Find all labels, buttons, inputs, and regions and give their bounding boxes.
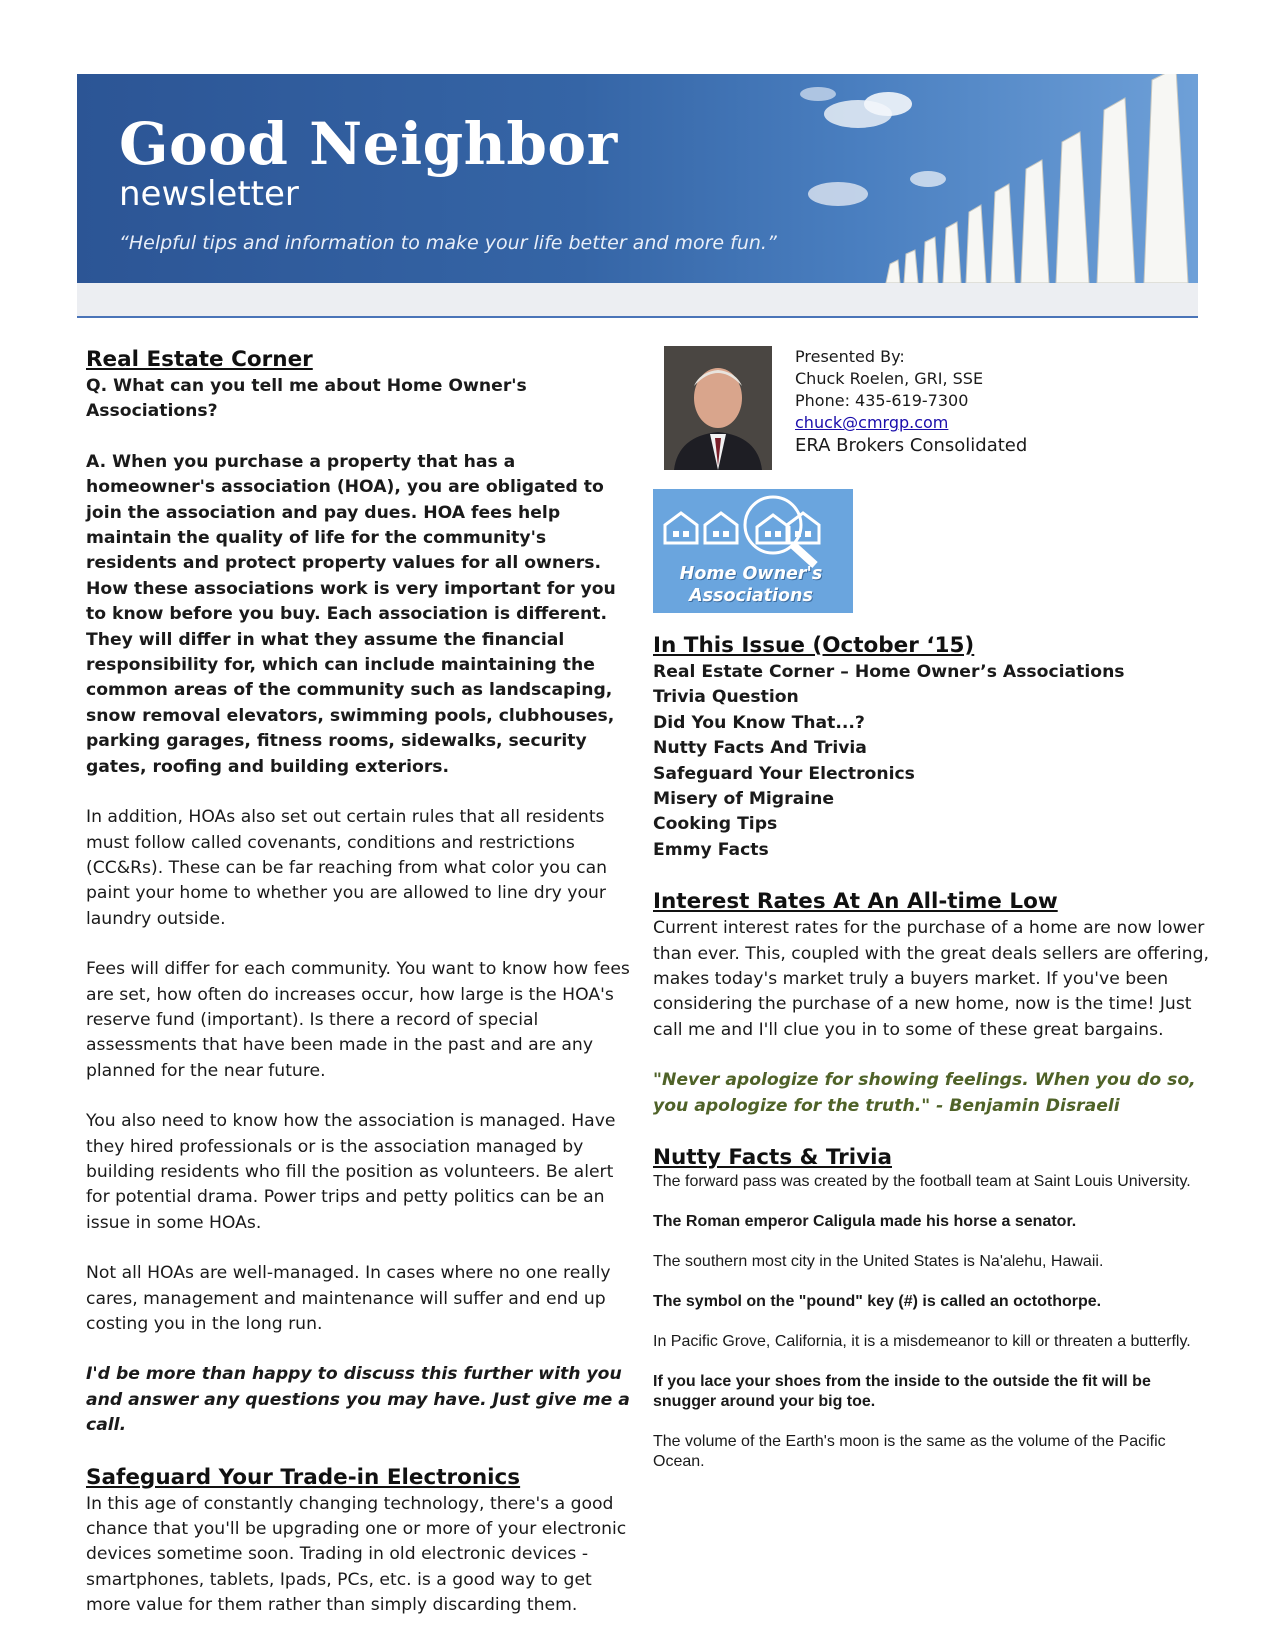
trivia-fact: The southern most city in the United States is Na'alehu, Hawaii. xyxy=(653,1253,1104,1271)
trivia-fact: The Roman emperor Caligula made his horse a senator. xyxy=(653,1213,1077,1231)
trivia-fact: In Pacific Grove, California, it is a misdemeanor to kill or threaten a butterfly. xyxy=(653,1333,1191,1351)
issue-item: Emmy Facts xyxy=(653,839,769,860)
banner-title: Good Neighbor xyxy=(119,110,618,178)
right-column xyxy=(653,346,1213,1492)
agent-company: ERA Brokers Consolidated xyxy=(795,435,1028,456)
hoa-logo-label: Home Owner's Associations xyxy=(679,564,823,606)
agent-phone: Phone: 435-619-7300 xyxy=(795,391,969,410)
real-estate-paragraph: Not all HOAs are well-managed. In cases where no one really cares, management and maintenance will suffer and end up costing you in the long run. xyxy=(86,1263,611,1334)
issue-item: Real Estate Corner – Home Owner’s Associations xyxy=(653,662,1125,682)
real-estate-paragraph: Fees will differ for each community. You want to know how fees are set, how often do increases occur, how large is the HOA's reserve fund (important). Is there a record of special assessments that have been made in the past and are any planned for the near future. xyxy=(86,959,630,1081)
real-estate-paragraph: In addition, HOAs also set out certain rules that all residents must follow called covenants, conditions and restrictions (CC&Rs). These can be far reaching from what color you can paint your home to whether you are allowed to line dry your laundry outside. xyxy=(86,807,608,929)
agent-photo xyxy=(664,346,772,470)
presenter-block xyxy=(653,346,1213,486)
agent-email-link[interactable]: chuck@cmrgp.com xyxy=(795,413,949,432)
trivia-list xyxy=(653,1172,1213,1472)
banner-tagline: “Helpful tips and information to make your life better and more fun.” xyxy=(119,232,777,254)
real-estate-question: Q. What can you tell me about Home Owner's Associations? xyxy=(86,376,527,422)
fence-and-clouds-image xyxy=(778,74,1198,283)
presented-by-label: Presented By: xyxy=(795,347,905,366)
in-this-issue-heading: In This Issue (October ‘15) xyxy=(653,633,975,658)
real-estate-heading: Real Estate Corner xyxy=(86,347,313,372)
trivia-fact: If you lace your shoes from the inside to the outside the fit will be snugger around your big toe. xyxy=(653,1373,1151,1411)
interest-rates-heading: Interest Rates At An All-time Low xyxy=(653,889,1058,915)
issue-item: Trivia Question xyxy=(653,687,799,708)
trivia-fact: The forward pass was created by the football team at Saint Louis University. xyxy=(653,1173,1191,1191)
hoa-logo-image xyxy=(653,489,853,613)
safeguard-body: In this age of constantly changing technology, there's a good chance that you'll be upgrading one or more of your electronic devices sometime soon. Trading in old electronic devices - smartphones, tablets, Ipads, PCs, etc. is a good way to get more value for them rather than simply discarding them. xyxy=(86,1493,627,1616)
issue-item: Cooking Tips xyxy=(653,814,778,835)
left-column xyxy=(86,346,634,1619)
safeguard-heading: Safeguard Your Trade-in Electronics xyxy=(86,1464,521,1490)
real-estate-closing: I'd be more than happy to discuss this further with you and answer any questions you may have. Just give me a call. xyxy=(86,1364,630,1436)
banner-divider-strip xyxy=(77,283,1198,318)
banner-subtitle: newsletter xyxy=(119,174,299,214)
issue-item: Safeguard Your Electronics xyxy=(653,763,915,784)
presenter-contact xyxy=(795,346,1027,458)
real-estate-answer: A. When you purchase a property that has a homeowner's association (HOA), you are obligated to join the association and pay dues. HOA fees help maintain the quality of life for the community's residents and protect property values for all owners. How these associations work is very important for you to know before you buy. Each association is different. They will differ in what they assume the financial responsibility for, which can include maintaining the common areas of the community such as landscaping, snow removal elevators, swimming pools, clubhouses, parking garages, fitness rooms, sidewalks, security gates, roofing and building exteriors. xyxy=(86,451,616,777)
trivia-fact: The volume of the Earth's moon is the same as the volume of the Pacific Ocean. xyxy=(653,1433,1166,1471)
issue-list xyxy=(653,660,1213,863)
issue-item: Did You Know That...? xyxy=(653,712,865,733)
interest-rates-body: Current interest rates for the purchase of a home are now lower than ever. This, coupled with the great deals sellers are offering, makes today's market truly a buyers market. If you've been considering the purchase of a new home, now is the time! Just call me and I'll clue you in to some of these great bargains. xyxy=(653,918,1209,1040)
agent-name: Chuck Roelen, GRI, SSE xyxy=(795,369,984,388)
issue-item: Misery of Migraine xyxy=(653,789,834,810)
nutty-facts-heading: Nutty Facts & Trivia xyxy=(653,1145,892,1171)
real-estate-paragraph: You also need to know how the association is managed. Have they hired professionals or is the association managed by building residents who fill the position as volunteers. Be alert for potential drama. Power trips and petty politics can be an issue in some HOAs. xyxy=(86,1111,616,1233)
newsletter-banner xyxy=(77,74,1198,283)
issue-item: Nutty Facts And Trivia xyxy=(653,738,867,759)
disraeli-quote: "Never apologize for showing feelings. When you do so, you apologize for the truth." - Benjamin Disraeli xyxy=(653,1070,1196,1116)
trivia-fact: The symbol on the "pound" key (#) is called an octothorpe. xyxy=(653,1293,1102,1311)
